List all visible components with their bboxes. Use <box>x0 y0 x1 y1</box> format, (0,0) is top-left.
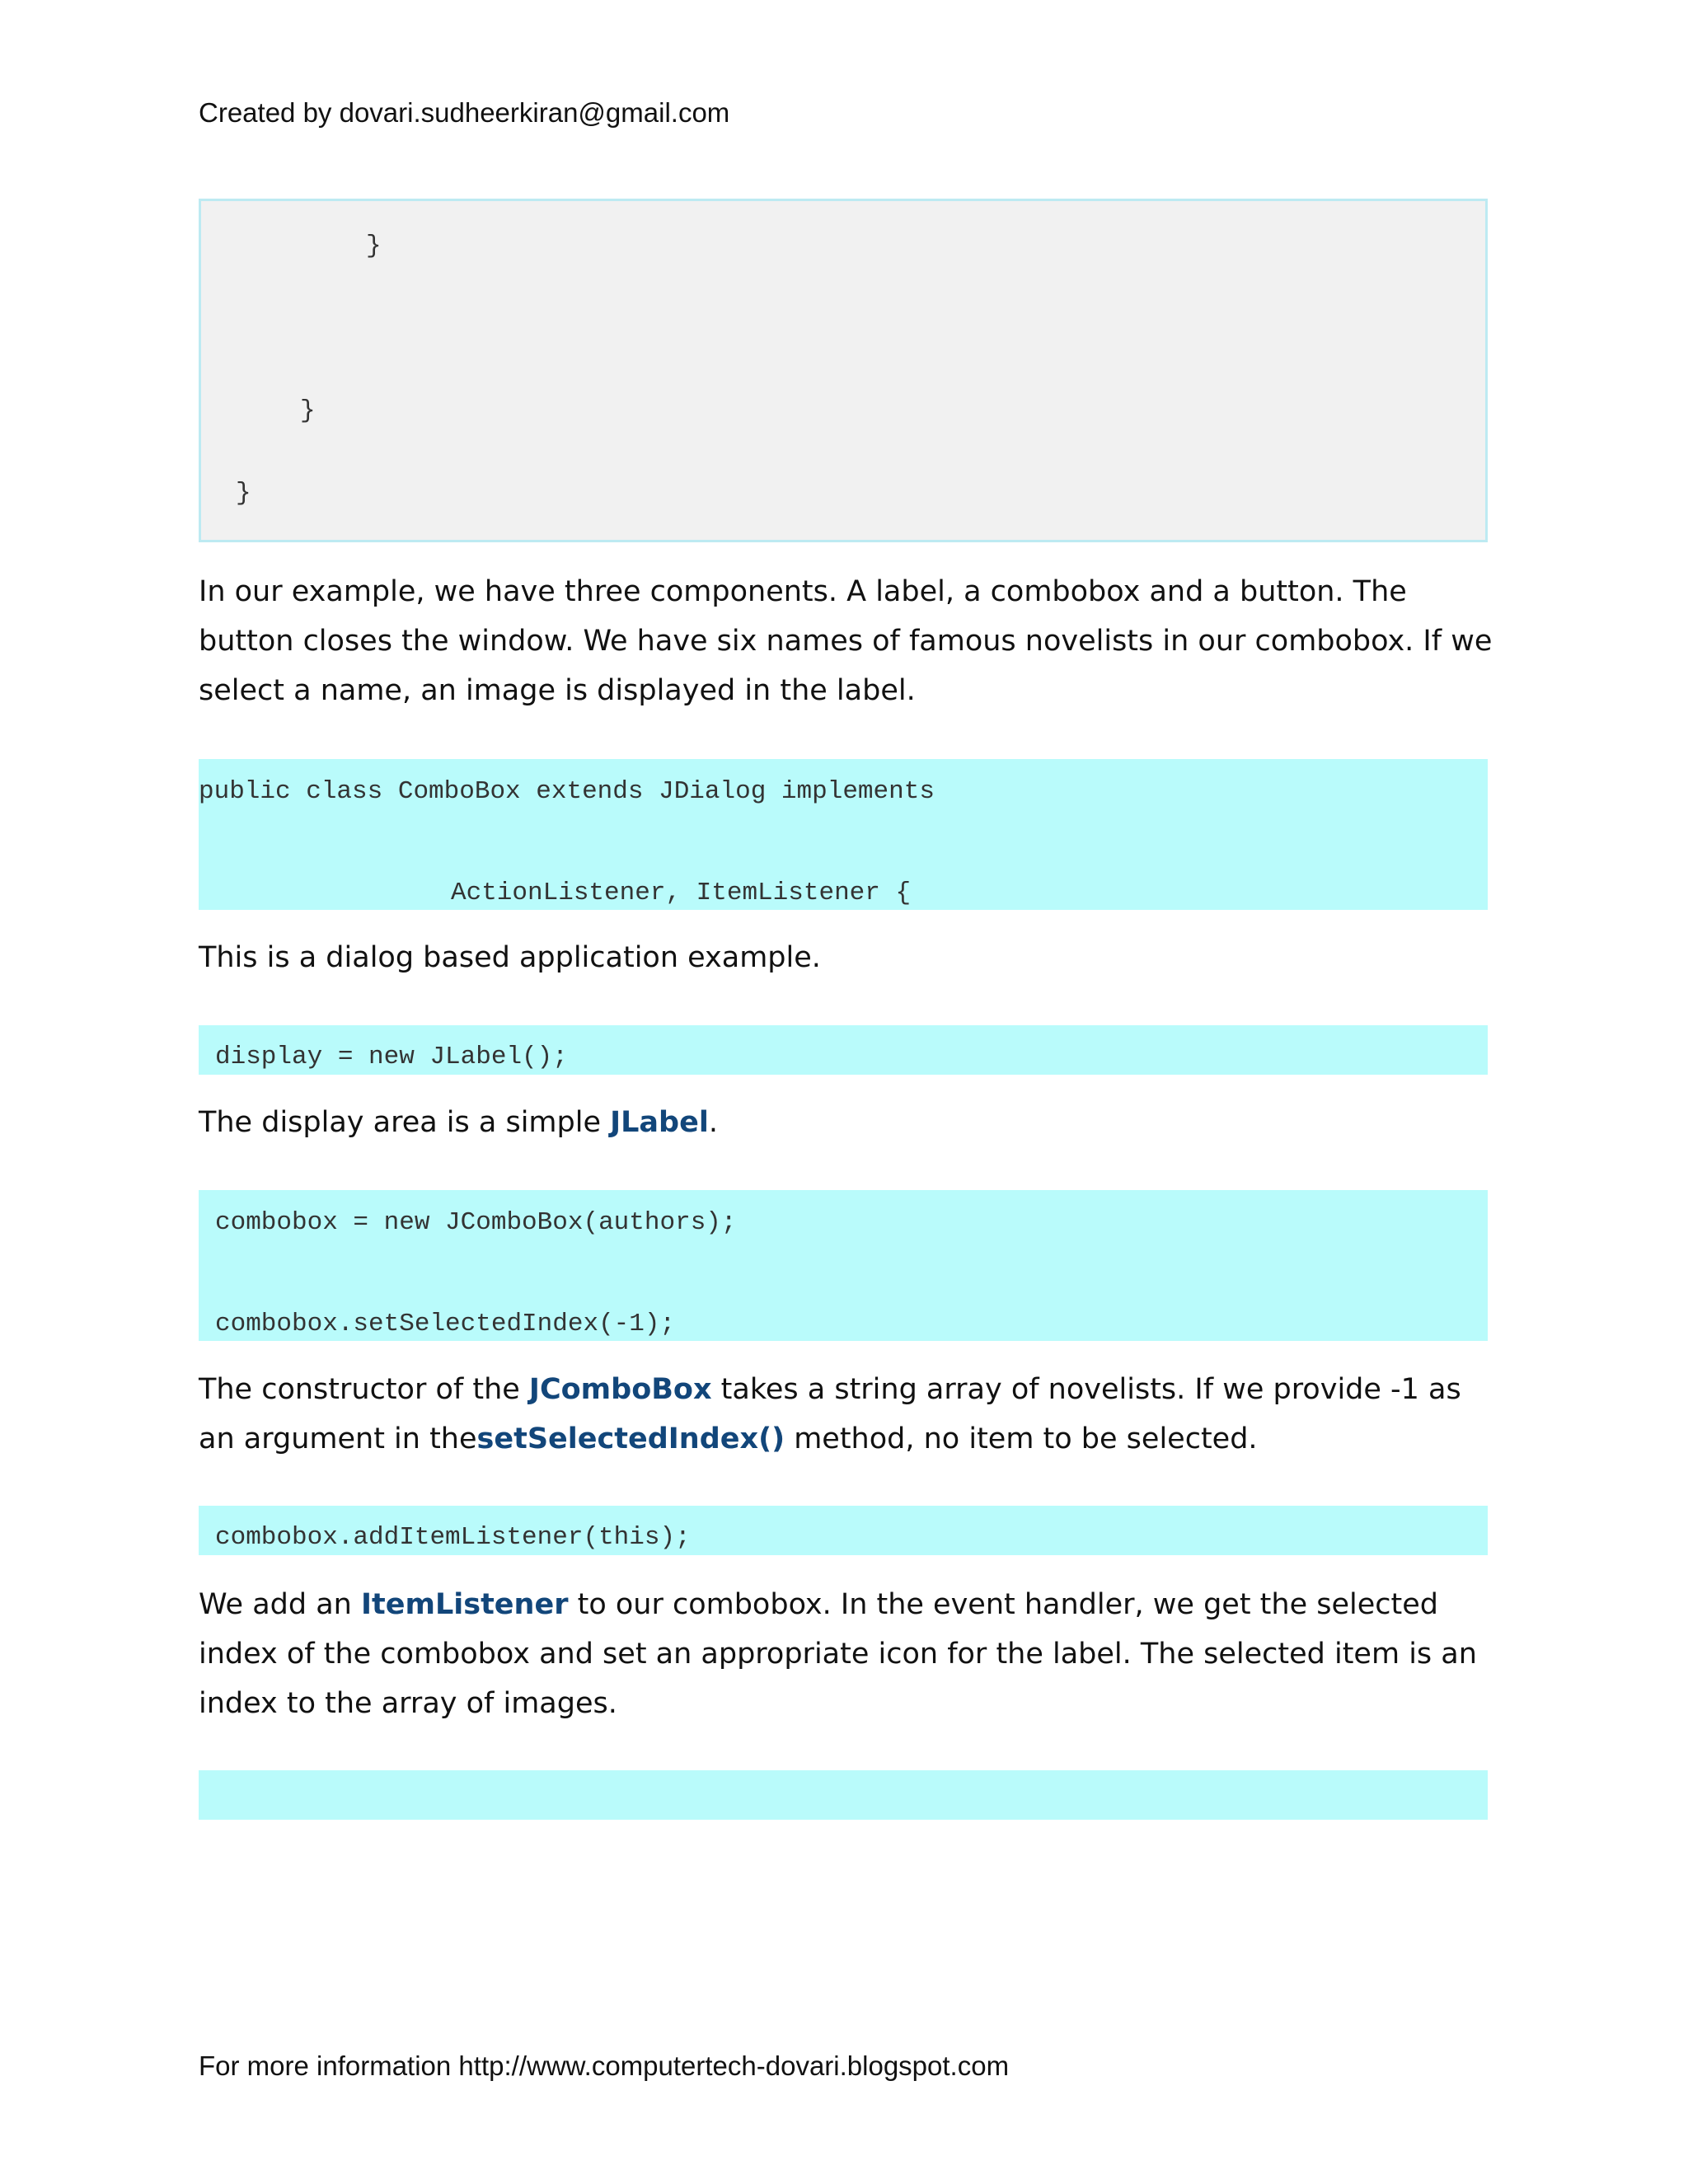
text-run: The constructor of the <box>199 1373 529 1406</box>
code-block-combobox <box>199 1190 1488 1341</box>
code-line: combobox.addItemListener(this); <box>215 1523 691 1552</box>
text-run: We add an <box>199 1588 361 1621</box>
class-name-itemlistener: ItemListener <box>360 1588 569 1621</box>
code-block-listener <box>199 1506 1488 1555</box>
paragraph-constructor <box>199 1365 1501 1464</box>
paragraph-components: In our example, we have three components. A label, a combobox and a button. The button closes the window. We have six names of famous novelists in our combobox. If we select a name, an image is displayed in the label. <box>199 575 1493 707</box>
class-name-jcombobox: JComboBox <box>528 1373 712 1406</box>
class-name-jlabel: JLabel <box>610 1106 709 1139</box>
paragraph-itemlistener <box>199 1580 1501 1728</box>
code-line: combobox = new JComboBox(authors); <box>215 1208 737 1237</box>
code-line: combobox.setSelectedIndex(-1); <box>215 1310 676 1338</box>
code-block-class-declaration <box>199 759 1488 910</box>
text-run: takes a string array of novelists. If we provide -1 as an argument in the <box>199 1373 1461 1455</box>
text-run: . <box>708 1106 718 1139</box>
code-block-display <box>199 1025 1488 1075</box>
code-block-empty <box>199 1770 1488 1820</box>
page-footer: For more information http://www.computertech-dovari.blogspot.com <box>199 2050 1010 2081</box>
paragraph-display-area <box>199 1098 1501 1147</box>
code-line: } <box>236 479 251 508</box>
page-header: Created by dovari.sudheerkiran@gmail.com <box>199 97 730 128</box>
text-run: The display area is a simple <box>199 1106 611 1139</box>
method-name-setselectedindex: setSelectedIndex() <box>476 1422 785 1455</box>
text-run: method, no item to be selected. <box>785 1422 1258 1455</box>
paragraph-dialog: This is a dialog based application example. <box>199 941 821 974</box>
code-line: public class ComboBox extends JDialog implements <box>199 777 935 806</box>
code-block-closing-braces <box>199 199 1488 542</box>
text-run: to our combobox. In the event handler, we get the selected index of the combobox and set an appropriate icon for the label. The selected item is an index to the array of images. <box>199 1588 1477 1720</box>
code-line: } <box>300 396 316 425</box>
code-line: ActionListener, ItemListener { <box>451 879 912 907</box>
code-line: display = new JLabel(); <box>215 1043 568 1071</box>
code-line: } <box>366 232 382 260</box>
